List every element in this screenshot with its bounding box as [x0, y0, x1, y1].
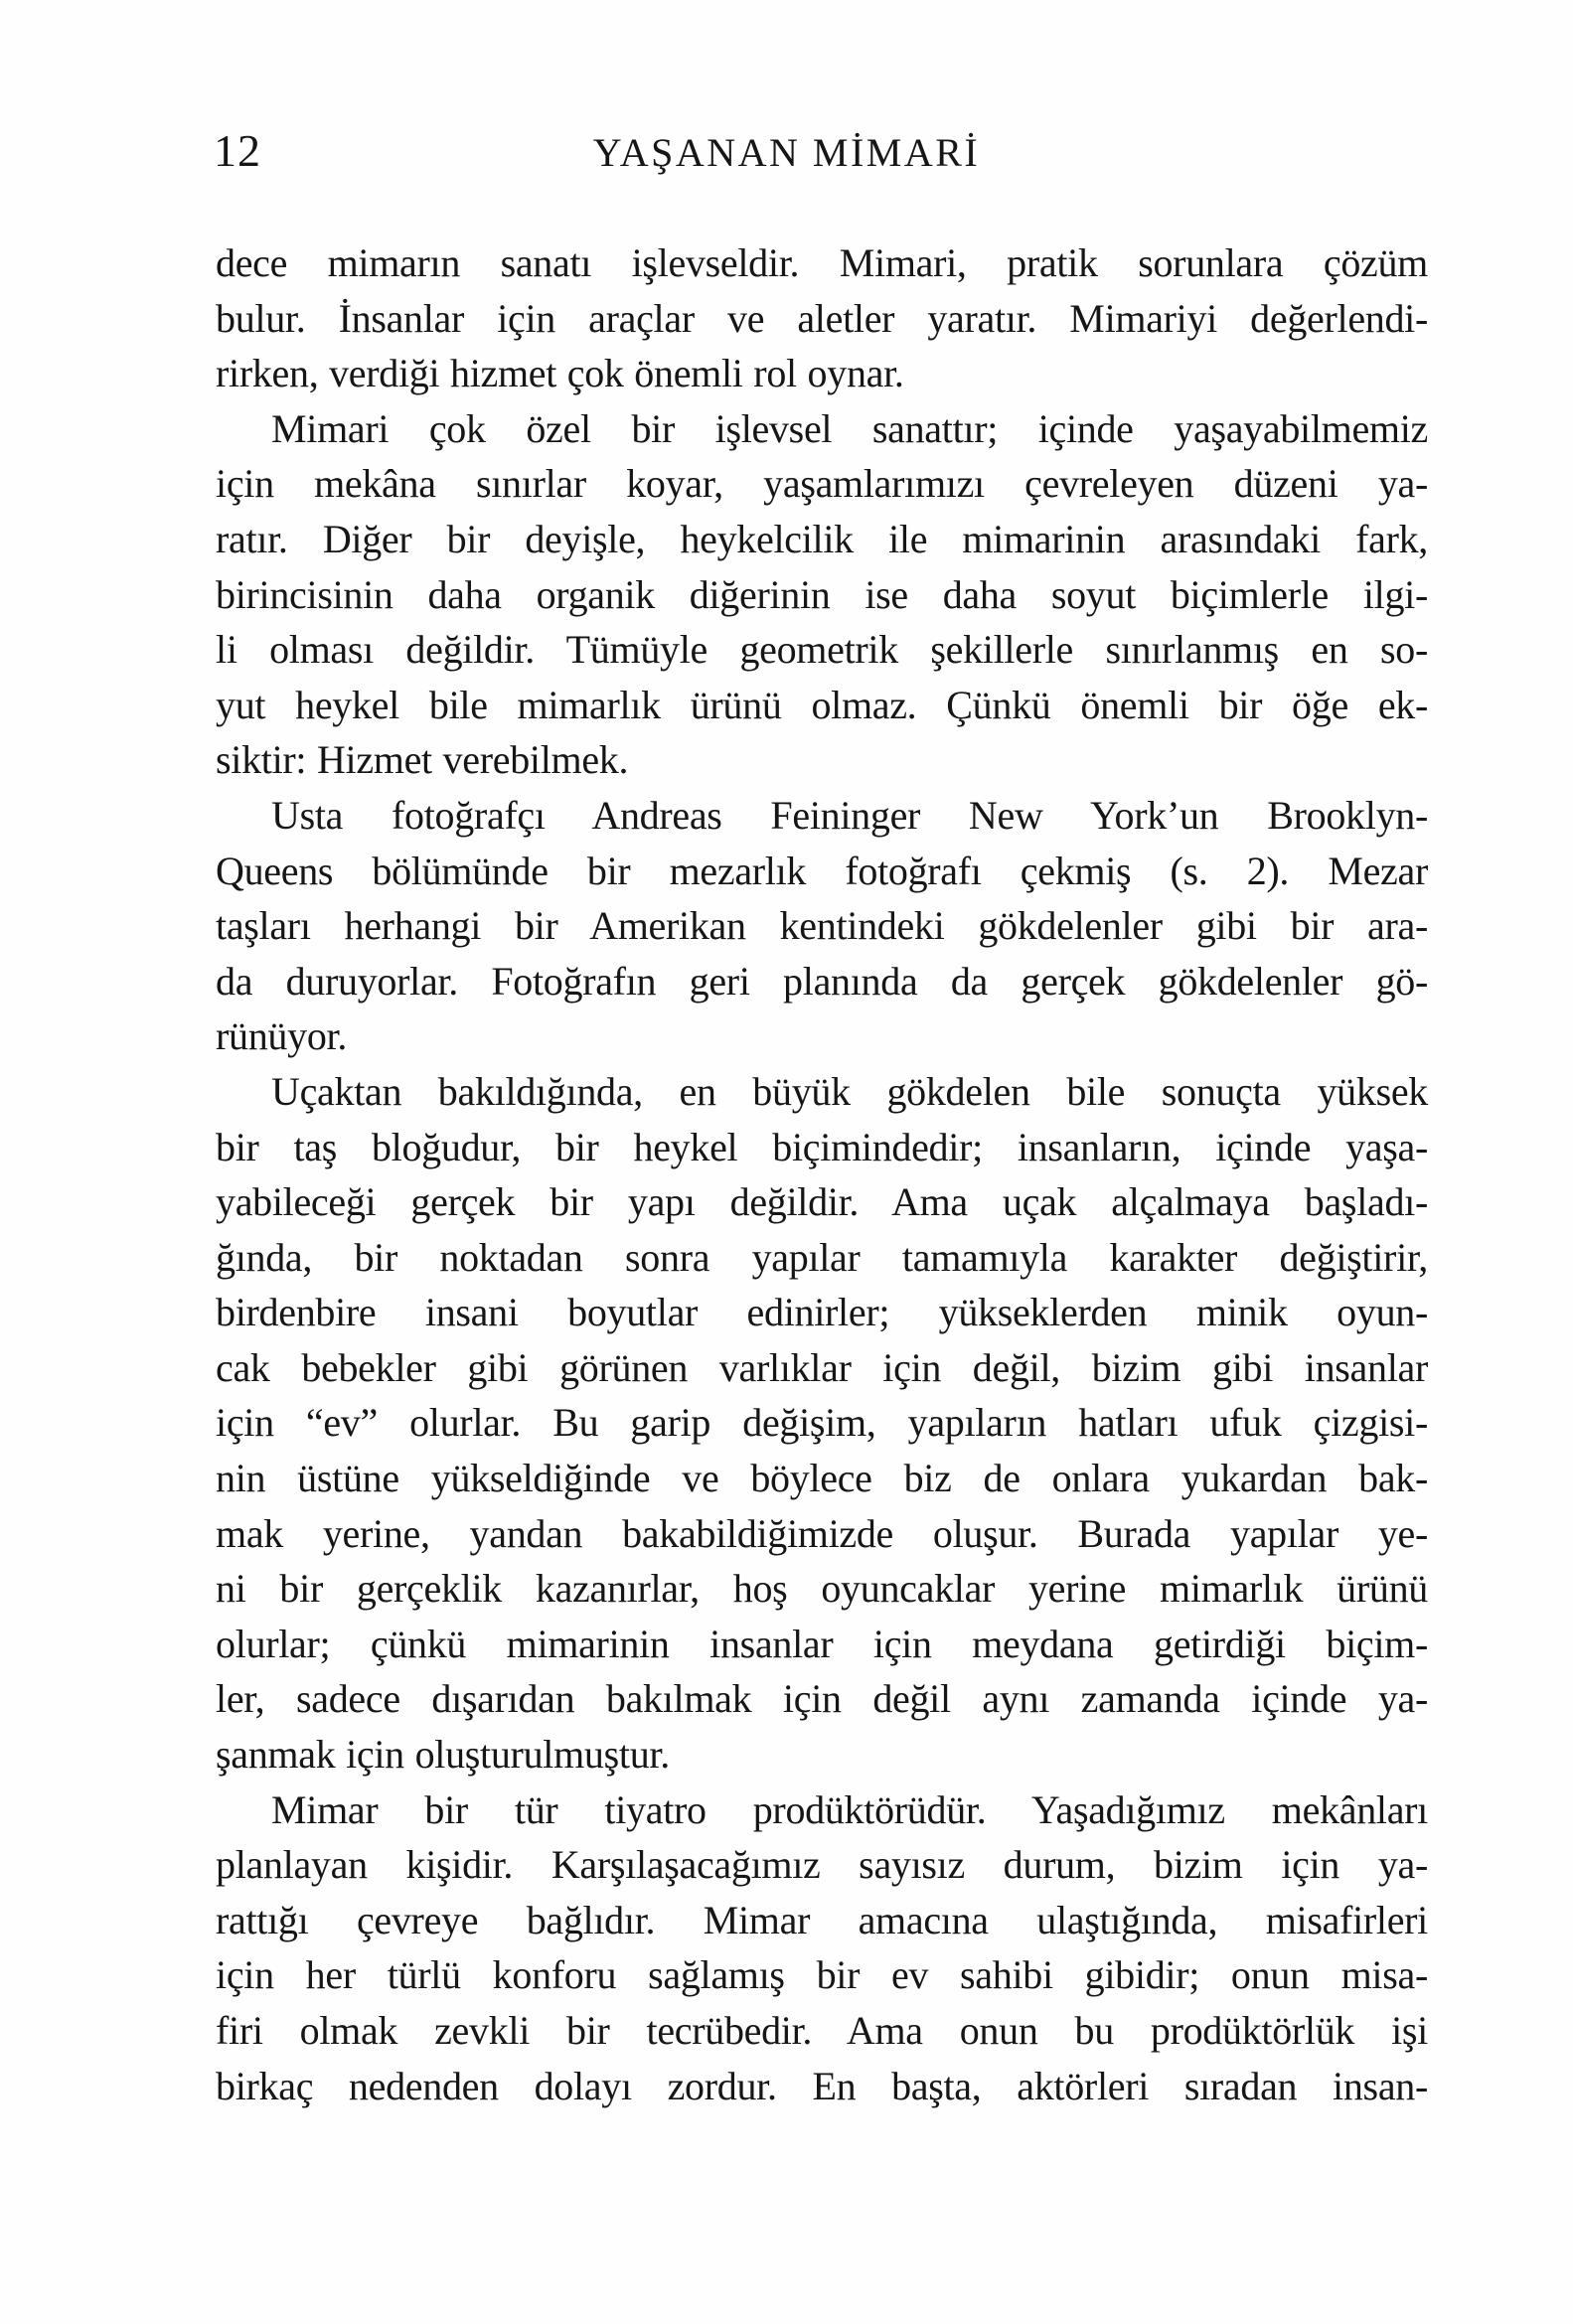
text-line: taşları herhangi bir Amerikan kentindeki gökdelenler gibi bir ara-	[216, 903, 1428, 949]
page-number: 12	[214, 125, 261, 176]
paragraph	[216, 788, 1428, 1064]
text-line: bir taş bloğudur, bir heykel biçimindedir; insanların, içinde yaşa-	[216, 1124, 1428, 1169]
text-line: da duruyorlar. Fotoğrafın geri planında da gerçek gökdelenler gö-	[216, 958, 1428, 1004]
text-line: yabileceği gerçek bir yapı değildir. Ama uçak alçalmaya başladı-	[216, 1179, 1428, 1225]
text-line: li olması değildir. Tümüyle geometrik şekillerle sınırlanmış en so-	[216, 627, 1428, 673]
text-line: firi olmak zevkli bir tecrübedir. Ama onun bu prodüktörlük işi	[216, 2008, 1428, 2053]
text-line: için “ev” olurlar. Bu garip değişim, yapıların hatları ufuk çizgisi-	[216, 1400, 1428, 1446]
text-line: olurlar; çünkü mimarinin insanlar için meydana getirdiği biçim-	[216, 1621, 1428, 1666]
text-line: rattığı çevreye bağlıdır. Mimar amacına ulaştığında, misafirleri	[216, 1897, 1428, 1942]
running-head-row	[0, 125, 1573, 177]
text-line: birdenbire insani boyutlar edinirler; yükseklerden minik oyun-	[216, 1290, 1428, 1335]
paragraph	[216, 401, 1428, 788]
text-line: Mimar bir tür tiyatro prodüktörüdür. Yaşadığımız mekânları	[271, 1786, 1428, 1832]
text-line: dece mimarın sanatı işlevseldir. Mimari, pratik sorunlara çözüm	[216, 240, 1428, 285]
text-line: ler, sadece dışarıdan bakılmak için değil aynı zamanda içinde ya-	[216, 1676, 1428, 1722]
text-line: ratır. Diğer bir deyişle, heykelcilik ile mimarinin arasındaki fark,	[216, 516, 1428, 561]
text-line: planlayan kişidir. Karşılaşacağımız sayısız durum, bizim için ya-	[216, 1842, 1428, 1888]
text-line: rirken, verdiği hizmet çok önemli rol oynar.	[216, 351, 904, 396]
text-line: birincisinin daha organik diğerinin ise daha soyut biçimlerle ilgi-	[216, 571, 1428, 617]
paragraph	[216, 1782, 1428, 2114]
text-line: için her türlü konforu sağlamış bir ev sahibi gibidir; onun misa-	[216, 1952, 1428, 1998]
text-line: ni bir gerçeklik kazanırlar, hoş oyuncaklar yerine mimarlık ürünü	[216, 1566, 1428, 1612]
text-line: için mekâna sınırlar koyar, yaşamlarımızı çevreleyen düzeni ya-	[216, 461, 1428, 507]
text-line: bulur. İnsanlar için araçlar ve aletler yaratır. Mimariyi değerlendi-	[216, 295, 1428, 341]
text-line: Mimari çok özel bir işlevsel sanattır; içinde yaşayabilmemiz	[271, 405, 1428, 451]
running-header: YAŞANAN MİMARİ	[592, 130, 981, 175]
text-line: ğında, bir noktadan sonra yapılar tamamıyla karakter değiştirir,	[216, 1234, 1428, 1280]
text-line: cak bebekler gibi görünen varlıklar için değil, bizim gibi insanlar	[216, 1344, 1428, 1390]
text-block	[216, 235, 1428, 2113]
text-line: Uçaktan bakıldığında, en büyük gökdelen bile sonuçta yüksek	[271, 1068, 1428, 1114]
paragraph	[216, 235, 1428, 401]
text-line: birkaç nedenden dolayı zordur. En başta, aktörleri sıradan insan-	[216, 2063, 1428, 2108]
text-line: nin üstüne yükseldiğinde ve böylece biz de onlara yukardan bak-	[216, 1456, 1428, 1501]
text-line: yut heykel bile mimarlık ürünü olmaz. Çünkü önemli bir öğe ek-	[216, 682, 1428, 727]
text-line: şanmak için oluşturulmuştur.	[216, 1732, 670, 1778]
text-line: Queens bölümünde bir mezarlık fotoğrafı çekmiş (s. 2). Mezar	[216, 848, 1428, 893]
paragraph	[216, 1064, 1428, 1782]
text-line: rünüyor.	[216, 1013, 348, 1059]
text-line: mak yerine, yandan bakabildiğimizde oluşur. Burada yapılar ye-	[216, 1510, 1428, 1556]
text-line: siktir: Hizmet verebilmek.	[216, 737, 629, 783]
text-line: Usta fotoğrafçı Andreas Feininger New York’un Brooklyn-	[271, 792, 1428, 838]
